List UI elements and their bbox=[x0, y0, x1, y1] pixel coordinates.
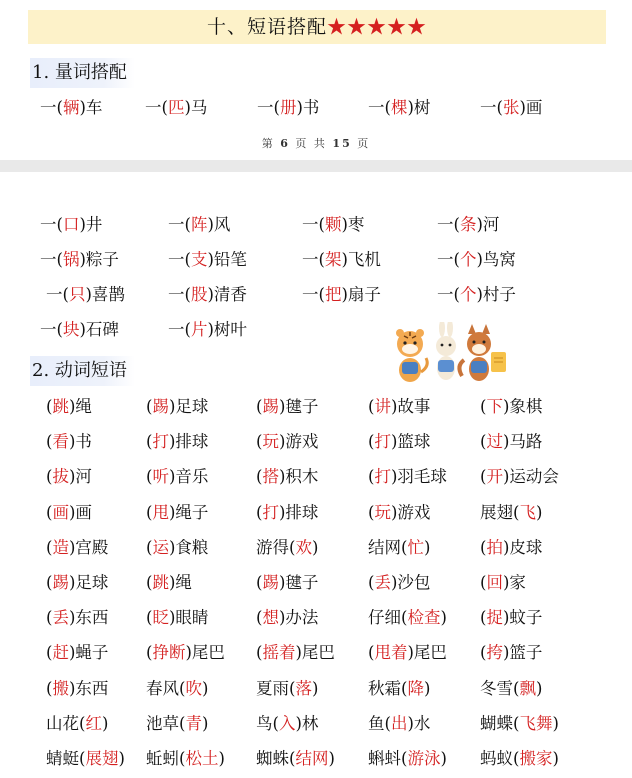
exercise-item: 冬雪(飘) bbox=[480, 678, 543, 698]
exercise-item: (跳)绳 bbox=[146, 573, 192, 592]
exercise-item: 一(辆)车 bbox=[40, 98, 103, 117]
exercise-item: (挎)篮子 bbox=[480, 643, 543, 663]
exercise-item: (打)篮球 bbox=[368, 432, 431, 452]
exercise-item: (讲)故事 bbox=[368, 397, 431, 416]
exercise-item: 一(股)清香 bbox=[168, 285, 247, 304]
exercise-item: 一(架)飞机 bbox=[302, 250, 381, 269]
exercise-item: 一(片)树叶 bbox=[168, 320, 247, 339]
exercise-item: 一(册)书 bbox=[257, 98, 320, 117]
exercise-item: 一(块)石碑 bbox=[40, 320, 119, 339]
exercise-item: (挣断)尾巴 bbox=[146, 643, 225, 663]
fox-mascot bbox=[459, 324, 506, 381]
exercise-item: 一(口)井 bbox=[40, 215, 103, 234]
exercise-item: (玩)游戏 bbox=[368, 502, 431, 522]
exercise-item: 一(条)河 bbox=[437, 215, 500, 234]
page-title bbox=[28, 10, 606, 44]
exercise-item: (听)音乐 bbox=[146, 467, 209, 487]
exercise-item: (回)家 bbox=[480, 573, 526, 592]
exercise-item: 一(匹)马 bbox=[145, 98, 208, 117]
section-heading-verb-phrases: 2. 动词短语 bbox=[30, 356, 135, 386]
worksheet-page-1 bbox=[0, 0, 632, 160]
exercise-item: (踢)足球 bbox=[146, 397, 209, 416]
exercise-item: 一(锅)粽子 bbox=[40, 250, 119, 269]
exercise-item: (捉)蚊子 bbox=[480, 608, 543, 628]
exercise-item: 蚯蚓(松土) bbox=[146, 749, 225, 768]
exercise-item: 蚂蚁(搬家) bbox=[480, 749, 559, 768]
exercise-item: (玩)游戏 bbox=[256, 432, 319, 452]
exercise-item: 一(张)画 bbox=[480, 98, 543, 117]
exercise-item: (打)羽毛球 bbox=[368, 467, 447, 487]
exercise-item: (眨)眼睛 bbox=[146, 608, 209, 628]
exercise-item: (看)书 bbox=[46, 432, 92, 452]
exercise-item: 鸟(入)林 bbox=[256, 713, 319, 733]
exercise-item: 池草(青) bbox=[146, 713, 209, 733]
exercise-item: 一(颗)枣 bbox=[302, 215, 365, 234]
mascot-illustration bbox=[390, 322, 510, 384]
exercise-item: 夏雨(落) bbox=[256, 678, 319, 698]
exercise-item: 一(个)鸟窝 bbox=[437, 250, 516, 269]
exercise-item: (踢)毽子 bbox=[256, 573, 319, 592]
exercise-item: 一(个)村子 bbox=[437, 285, 516, 304]
exercise-item: (丢)东西 bbox=[46, 608, 109, 628]
exercise-item: (踢)毽子 bbox=[256, 397, 319, 416]
exercise-item: 一(阵)风 bbox=[168, 215, 231, 234]
exercise-item: (下)象棋 bbox=[480, 397, 543, 416]
section-heading-measure-words: 1. 量词搭配 bbox=[30, 58, 135, 88]
exercise-item: 仔细(检查) bbox=[368, 608, 447, 628]
exercise-item: 一(只)喜鹊 bbox=[46, 285, 125, 304]
exercise-item: (打)排球 bbox=[146, 432, 209, 452]
exercise-item: 蝌蚪(游泳) bbox=[368, 749, 447, 768]
exercise-item: (造)宫殿 bbox=[46, 537, 109, 557]
exercise-item: 蜘蛛(结网) bbox=[256, 749, 335, 768]
worksheet-page-2 bbox=[0, 172, 632, 778]
exercise-item: 蝴蝶(飞舞) bbox=[480, 713, 559, 733]
exercise-item: 秋霜(降) bbox=[368, 678, 431, 698]
exercise-item: (搬)东西 bbox=[46, 678, 109, 698]
exercise-item: (拍)皮球 bbox=[480, 537, 543, 557]
exercise-item: 一(棵)树 bbox=[368, 98, 431, 117]
difficulty-stars: ★★★★★ bbox=[327, 16, 428, 38]
exercise-item: (想)办法 bbox=[256, 608, 319, 628]
exercise-item: 山花(红) bbox=[46, 713, 109, 733]
exercise-item: 鱼(出)水 bbox=[368, 713, 431, 733]
exercise-item: 蜻蜓(展翅) bbox=[46, 749, 125, 768]
exercise-item: 结网(忙) bbox=[368, 537, 431, 557]
exercise-item: 春风(吹) bbox=[146, 678, 209, 698]
exercise-item: 展翅(飞) bbox=[480, 502, 543, 522]
exercise-item: (丢)沙包 bbox=[368, 573, 431, 592]
exercise-item: (拔)河 bbox=[46, 467, 92, 487]
exercise-item: (过)马路 bbox=[480, 432, 543, 452]
title-text: 十、短语搭配 bbox=[206, 16, 327, 38]
tiger-mascot bbox=[396, 329, 427, 382]
exercise-item: (踢)足球 bbox=[46, 573, 109, 592]
exercise-item: (甩着)尾巴 bbox=[368, 643, 447, 663]
exercise-item: 一(支)铅笔 bbox=[168, 250, 247, 269]
exercise-item: (跳)绳 bbox=[46, 397, 92, 416]
exercise-item: (甩)绳子 bbox=[146, 502, 209, 522]
rabbit-mascot bbox=[436, 322, 456, 380]
exercise-item: (画)画 bbox=[46, 502, 92, 522]
exercise-item: 一(把)扇子 bbox=[302, 285, 381, 304]
exercise-item: 游得(欢) bbox=[256, 537, 319, 557]
exercise-item: (搭)积木 bbox=[256, 467, 319, 487]
exercise-item: (赶)蝇子 bbox=[46, 643, 109, 663]
page-footer: 第 6 页 共 15 页 bbox=[261, 137, 371, 150]
exercise-item: (运)食粮 bbox=[146, 537, 209, 557]
exercise-item: (打)排球 bbox=[256, 502, 319, 522]
exercise-item: (摇着)尾巴 bbox=[256, 643, 335, 663]
exercise-item: (开)运动会 bbox=[480, 467, 559, 487]
